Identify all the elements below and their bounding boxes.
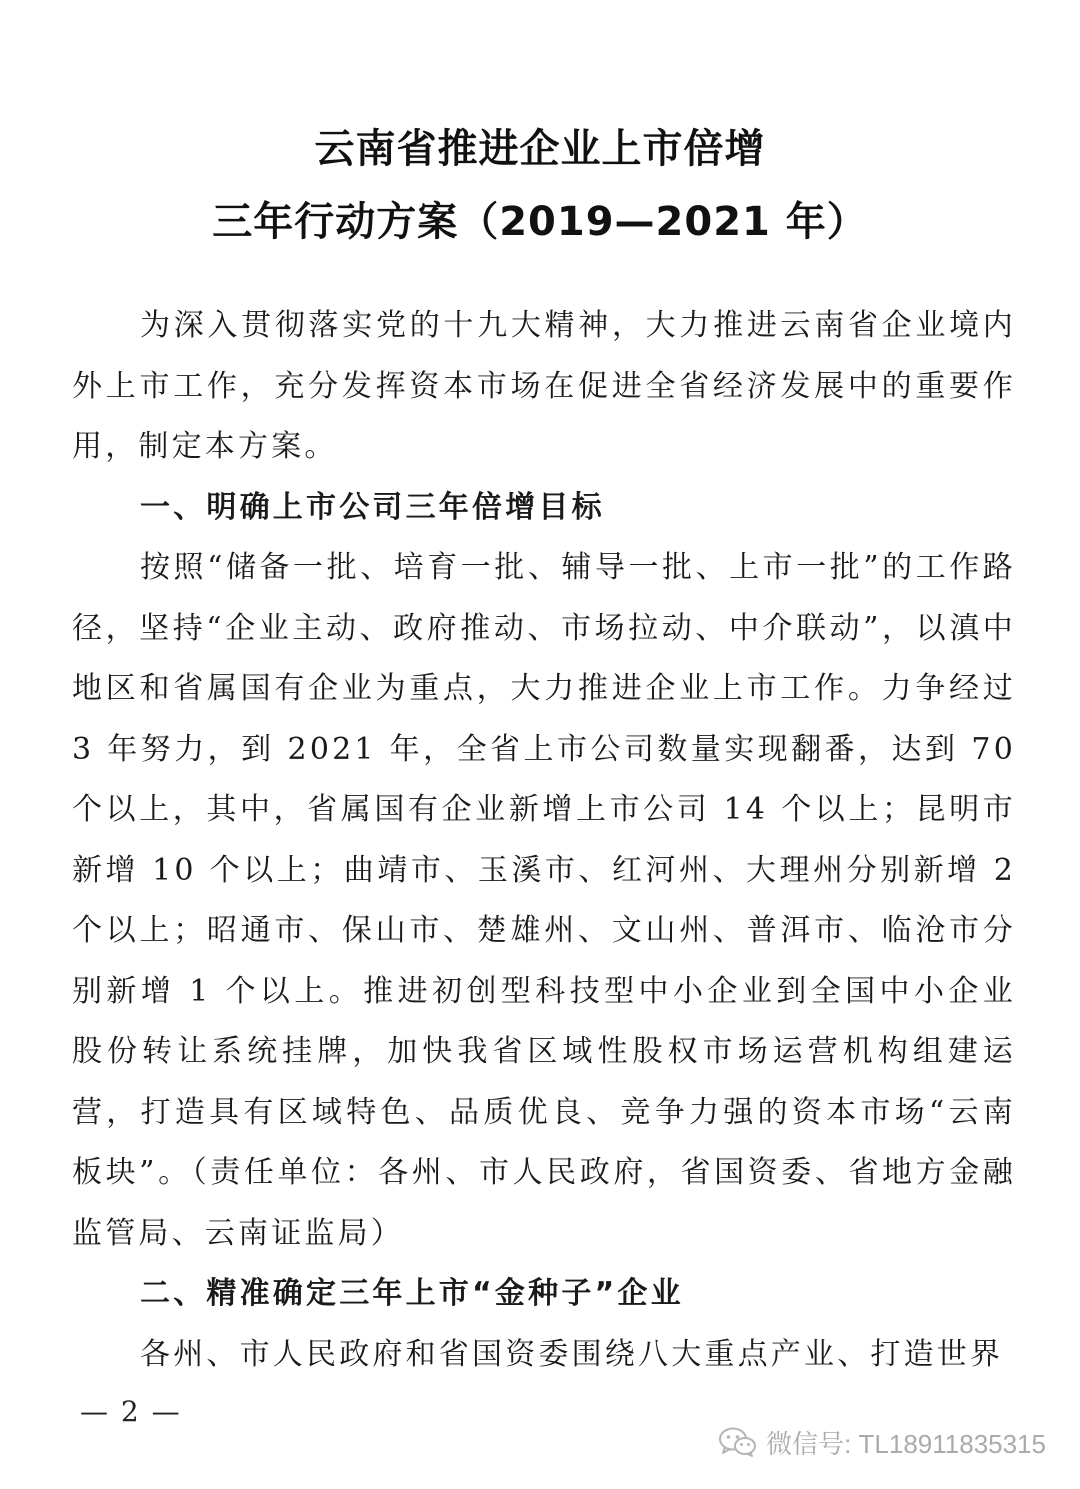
document-title-line-1: 云南省推进企业上市倍增 (314, 126, 766, 172)
watermark-text: 微信号: TL18911835315 (766, 1428, 1046, 1459)
section-2-paragraph: 各州、市人民政府和省国资委围绕八大重点产业、打造世界 (140, 1336, 1004, 1372)
document-title-line-2: 三年行动方案（2019—2021 年） (212, 199, 868, 245)
intro-paragraph: 为深入贯彻落实党的十九大精神，大力推进云南省企业境内外上市工作，充分发挥资本市场在促进全省经济发展中的重要作用，制定本方案。 (72, 308, 1016, 464)
wechat-icon (718, 1426, 758, 1458)
section-1-heading: 一、明确上市公司三年倍增目标 (140, 489, 605, 525)
wechat-watermark (718, 1424, 1046, 1460)
section-2-heading: 二、精准确定三年上市“金种子”企业 (140, 1276, 684, 1311)
section-1-paragraph: 按照“储备一批、培育一批、辅导一批、上市一批”的工作路径，坚持“企业主动、政府推动、市场拉动、中介联动”，以滇中地区和省属国有企业为重点，大力推进企业上市工作。力争经过 3 年努力，到 2021 年，全省上市公司数量实现翻番，达到 70 个以上，其中，省属国有企业新增上市公司 14 个以上；昆明市新增 10 个以上；曲靖市、玉溪市、红河州、大理州分别新增 2 个以上；昭通市、保山市、楚雄州、文山州、普洱市、临沧市分别新增 1 个以上。推进初创型科技型中小企业到全国中小企业股份转让系统挂牌，加快我省区域性股权市场运营机构组建运营，打造具有区域特色、品质优良、竞争力强的资本市场“云南板块”。（责任单位：各州、市人民政府，省国资委、省地方金融监管局、云南证监局） (72, 550, 1016, 1251)
document-body (72, 296, 1016, 1385)
page-number: — 2 — (80, 1395, 182, 1428)
